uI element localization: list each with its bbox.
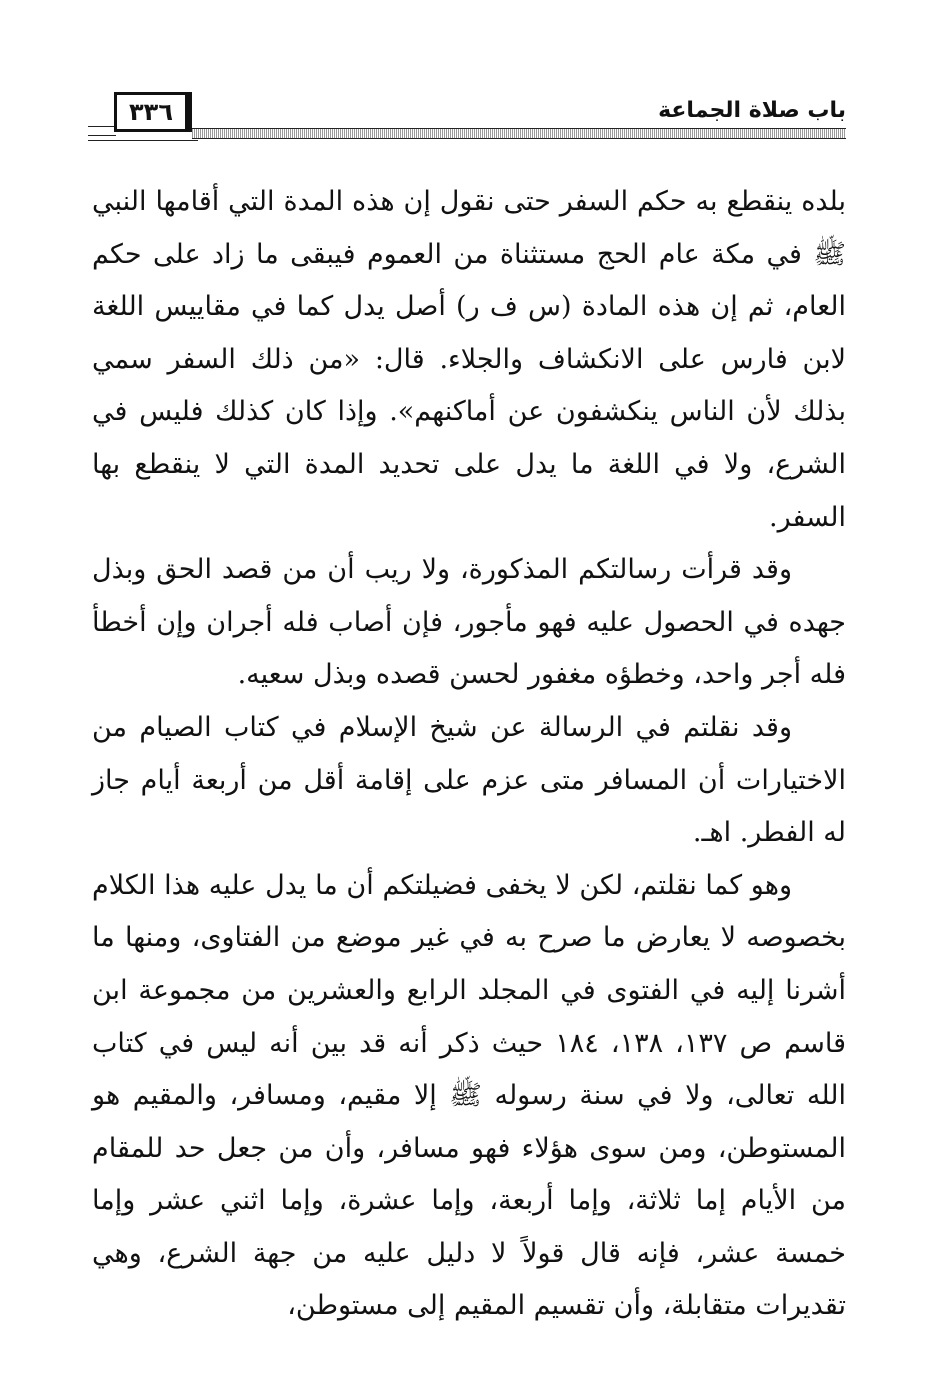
paragraph-1: بلده ينقطع به حكم السفر حتى نقول إن هذه المدة التي أقامها النبي ﷺ في مكة عام الحج مستثناة من العموم فيبقى ما زاد على حكم العام، ثم إن هذه المادة (س ف ر) أصل يدل كما في مقاييس اللغة لابن فارس على الانكشاف والجلاء. قال: «من ذلك السفر سمي بذلك لأن الناس ينكشفون عن أماكنهم». وإذا كان كذلك فليس في الشرع، ولا في اللغة ما يدل على تحديد المدة التي لا ينقطع بها السفر. [92,186,846,533]
page-number: ٣٣٦ [114,92,192,132]
page-header [88,92,846,148]
running-title: باب صلاة الجماعة [658,98,846,123]
header-rule-underline [88,134,198,141]
paragraph-2: وقد قرأت رسالتكم المذكورة، ولا ريب أن من قصد الحق وبذل جهده في الحصول عليه فهو مأجور، فإن أصاب فله أجران وإن أخطأ فله أجر واحد، وخطؤه مغفور لحسن قصده وبذل سعيه. [92,554,846,691]
paragraph-4: وهو كما نقلتم، لكن لا يخفى فضيلتكم أن ما يدل عليه هذا الكلام بخصوصه لا يعارض ما صرح به في غير موضع من الفتاوى، ومنها ما أشرنا إليه في الفتوى في المجلد الرابع والعشرين من مجموعة ابن قاسم ص ١٣٧، ١٣٨، ١٨٤ حيث ذكر أنه قد بين أنه ليس في كتاب الله تعالى، ولا في سنة رسوله ﷺ إلا مقيم، ومسافر، والمقيم هو المستوطن، ومن سوى هؤلاء فهو مسافر، وأن من جعل حد للمقام من الأيام إما ثلاثة، وإما أربعة، وإما عشرة، وإما اثني عشر وإما خمسة عشر، فإنه قال قولاً لا دليل عليه من جهة الشرع، وهي تقديرات متقابلة، وأن تقسيم المقيم إلى مستوطن، [92,869,847,1322]
header-rule [192,128,846,139]
paragraph-3: وقد نقلتم في الرسالة عن شيخ الإسلام في كتاب الصيام من الاختيارات أن المسافر متى عزم على إقامة أقل من أربعة أيام جاز له الفطر. اهـ. [92,711,846,849]
page-body [92,176,846,1333]
